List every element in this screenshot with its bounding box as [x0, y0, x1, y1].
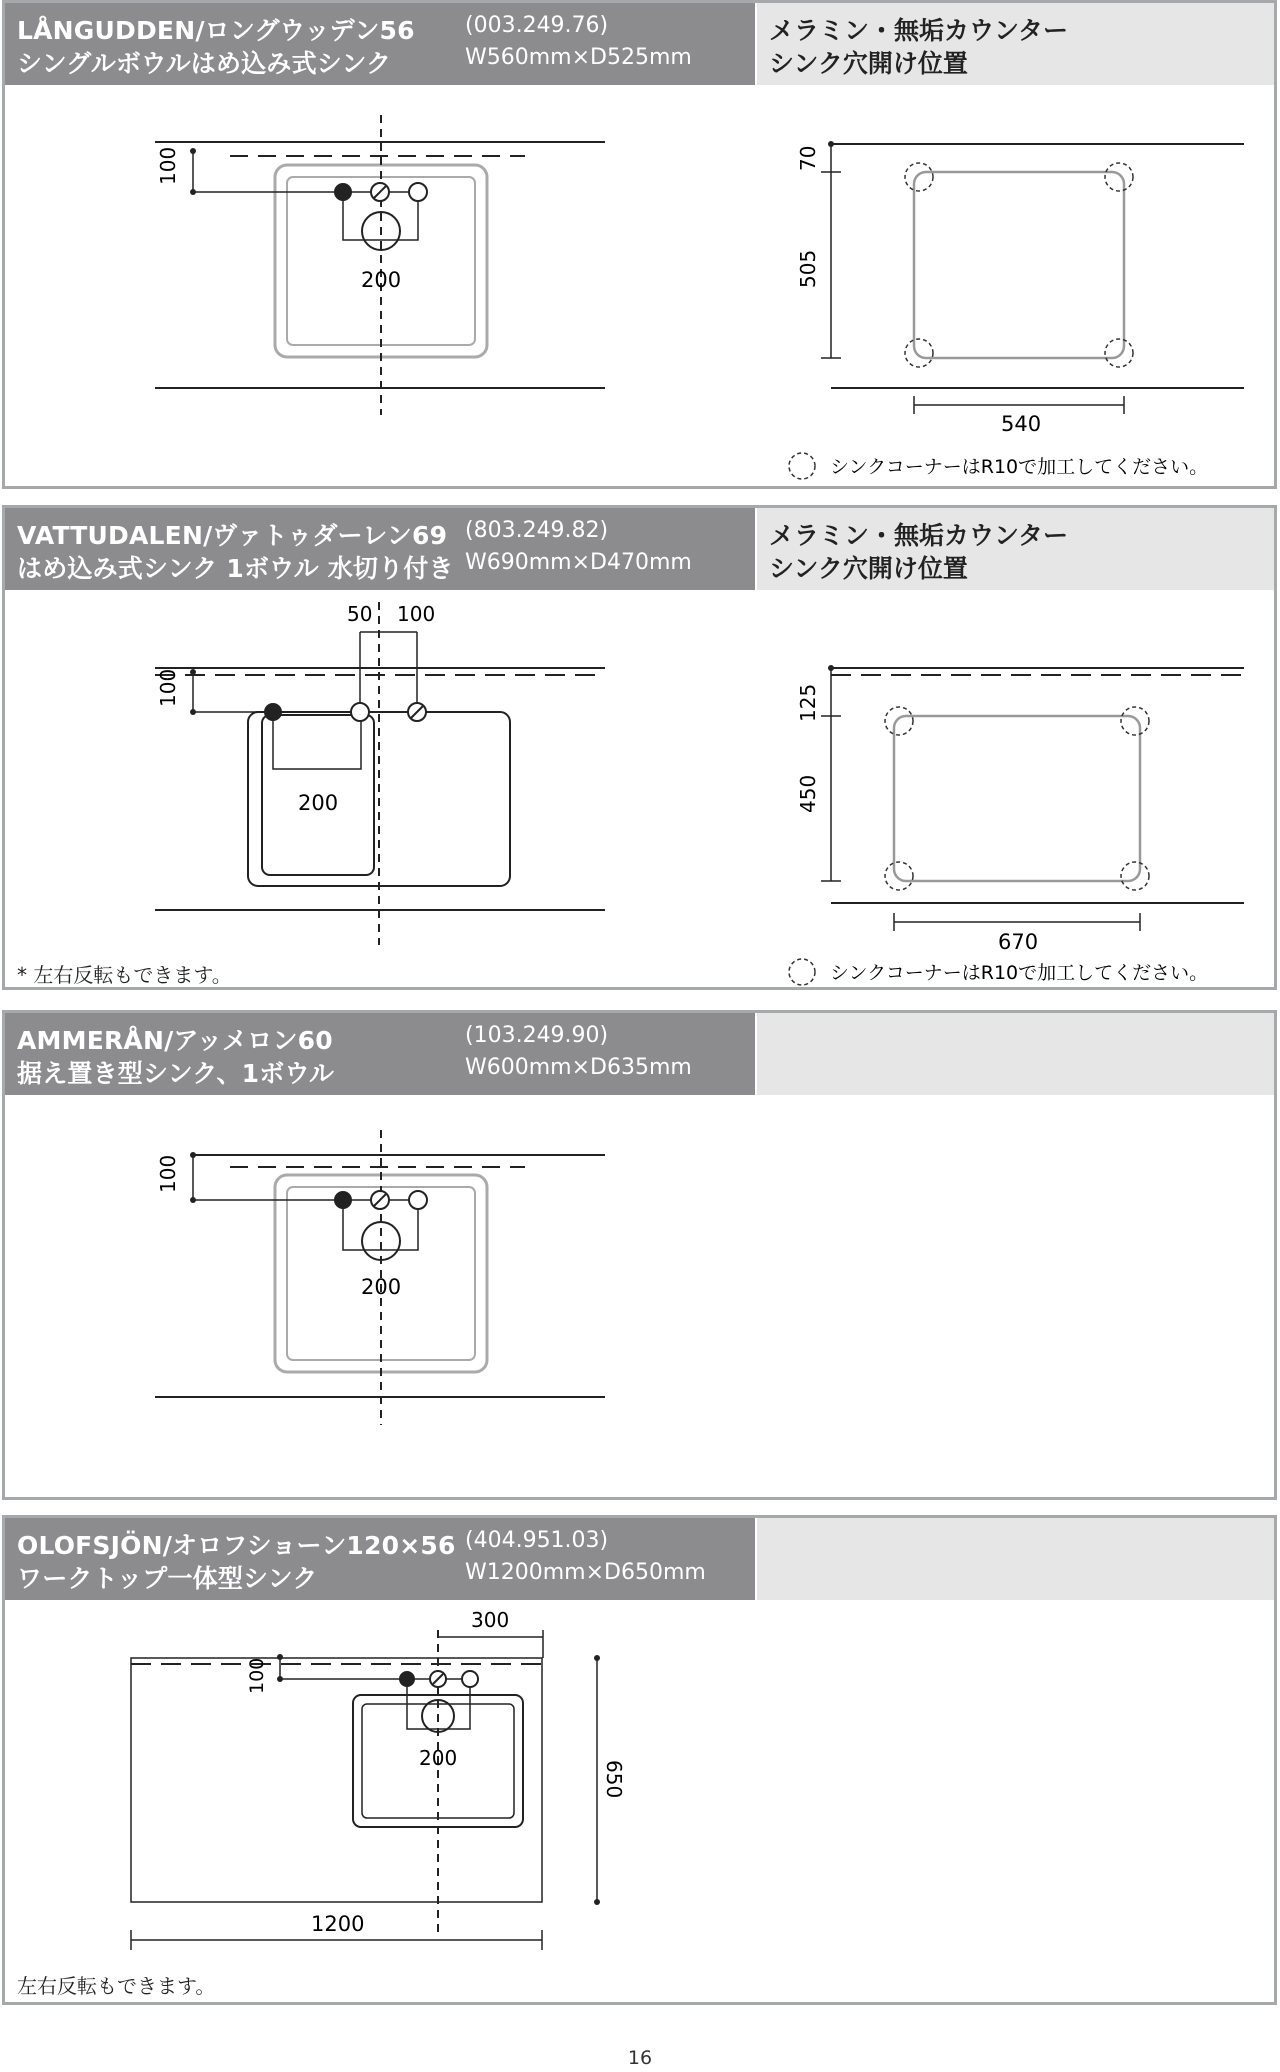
cutout-header-empty: [757, 1013, 1274, 1095]
optional-hole-icon: [409, 183, 427, 201]
page-number: 16: [627, 2047, 653, 2069]
tap-hole-icon: [264, 703, 282, 721]
product-dimensions: W560mm×D525mm: [465, 45, 692, 70]
article-number: (003.249.76): [465, 13, 609, 38]
cutout-header: [757, 3, 1274, 85]
product-dimensions: W690mm×D470mm: [465, 550, 692, 575]
total-depth-label: 650: [602, 1760, 626, 1799]
product-description: はめ込み式シンク 1ボウル 水切り付き: [17, 554, 454, 583]
panel-header: [5, 3, 755, 85]
corner-note: シンクコーナーはR10で加工してください。: [830, 456, 1209, 478]
optional-hole-icon: [409, 1191, 427, 1209]
product-panel-langudden: [2, 0, 1277, 489]
cut-width-label: 670: [998, 930, 1039, 954]
tap-spacing-label: 200: [361, 1275, 402, 1299]
corner-radius-icon: [1121, 707, 1149, 735]
cutout-title: メラミン・無垢カウンター: [769, 521, 1069, 550]
cutout-subtitle: シンク穴開け位置: [769, 49, 968, 78]
cutout-subtitle: シンク穴開け位置: [769, 554, 968, 583]
corner-note: シンクコーナーはR10で加工してください。: [830, 962, 1209, 984]
panel-header: [5, 1013, 755, 1095]
tap-hole-icon: [399, 1671, 415, 1687]
product-name: VATTUDALEN/ヴァトゥダーレン69: [17, 521, 448, 550]
corner-radius-icon: [885, 862, 913, 890]
cutout-title: メラミン・無垢カウンター: [769, 16, 1069, 45]
optional-hole-icon: [351, 703, 369, 721]
corner-radius-icon: [885, 707, 913, 735]
sink-top-view-drawing: [5, 590, 755, 990]
tap-spacing-label: 200: [419, 1746, 458, 1770]
cut-top-label: 125: [796, 683, 820, 722]
total-width-label: 1200: [311, 1912, 365, 1936]
product-panel-vattudalen: [2, 505, 1277, 990]
tap-hole-icon: [334, 1191, 352, 1209]
optional-hole-icon: [462, 1671, 478, 1687]
article-number: (803.249.82): [465, 518, 609, 543]
depth-offset-label: 100: [246, 1657, 268, 1694]
depth-offset-label: 100: [156, 146, 180, 185]
cut-depth-label: 505: [796, 249, 820, 288]
corner-radius-icon: [905, 163, 933, 191]
product-dimensions: W600mm×D635mm: [465, 1055, 692, 1080]
corner-legend-icon: [789, 453, 815, 479]
panel-header: [5, 508, 755, 590]
corner-radius-icon: [905, 339, 933, 367]
corner-legend-icon: [789, 959, 815, 985]
cutout-drawing: [757, 590, 1277, 990]
article-number: (404.951.03): [465, 1528, 609, 1553]
sink-top-view-drawing: [5, 85, 755, 485]
cutout-drawing: [757, 85, 1277, 485]
product-name: AMMERÅN/アッメロン60: [17, 1026, 333, 1055]
cutout-header: [757, 508, 1274, 590]
cut-top-label: 70: [796, 145, 820, 171]
tap-hole-icon: [334, 183, 352, 201]
panel-header: [5, 1518, 755, 1600]
product-description: ワークトップ一体型シンク: [17, 1564, 318, 1593]
drain-icon: [362, 1222, 400, 1260]
offset-100-label: 100: [397, 602, 436, 626]
cut-depth-label: 450: [796, 774, 820, 813]
product-panel-olofsjon: [2, 1515, 1277, 2005]
worktop-sink-drawing: [5, 1600, 755, 1970]
corner-radius-icon: [1105, 163, 1133, 191]
cut-width-label: 540: [1001, 412, 1042, 436]
corner-radius-icon: [1105, 339, 1133, 367]
article-number: (103.249.90): [465, 1023, 609, 1048]
tap-spacing-label: 200: [361, 268, 402, 292]
offset-300-label: 300: [471, 1608, 510, 1632]
product-dimensions: W1200mm×D650mm: [465, 1560, 706, 1585]
tap-spacing-label: 200: [298, 791, 339, 815]
flip-note: * 左右反転もできます。: [17, 963, 232, 987]
product-panel-ammeran: [2, 1010, 1277, 1500]
depth-offset-label: 100: [156, 668, 180, 707]
sink-top-view-drawing: [5, 1095, 755, 1495]
product-name: OLOFSJÖN/オロフショーン120×56: [17, 1531, 456, 1560]
product-description: 据え置き型シンク、1ボウル: [17, 1059, 335, 1088]
cutout-header-empty: [757, 1518, 1274, 1600]
depth-offset-label: 100: [156, 1154, 180, 1193]
offset-50-label: 50: [347, 602, 373, 626]
corner-radius-icon: [1121, 862, 1149, 890]
product-name: LÅNGUDDEN/ロングウッデン56: [17, 16, 415, 45]
product-description: シングルボウルはめ込み式シンク: [17, 49, 392, 78]
flip-note: 左右反転もできます。: [17, 1974, 216, 1998]
